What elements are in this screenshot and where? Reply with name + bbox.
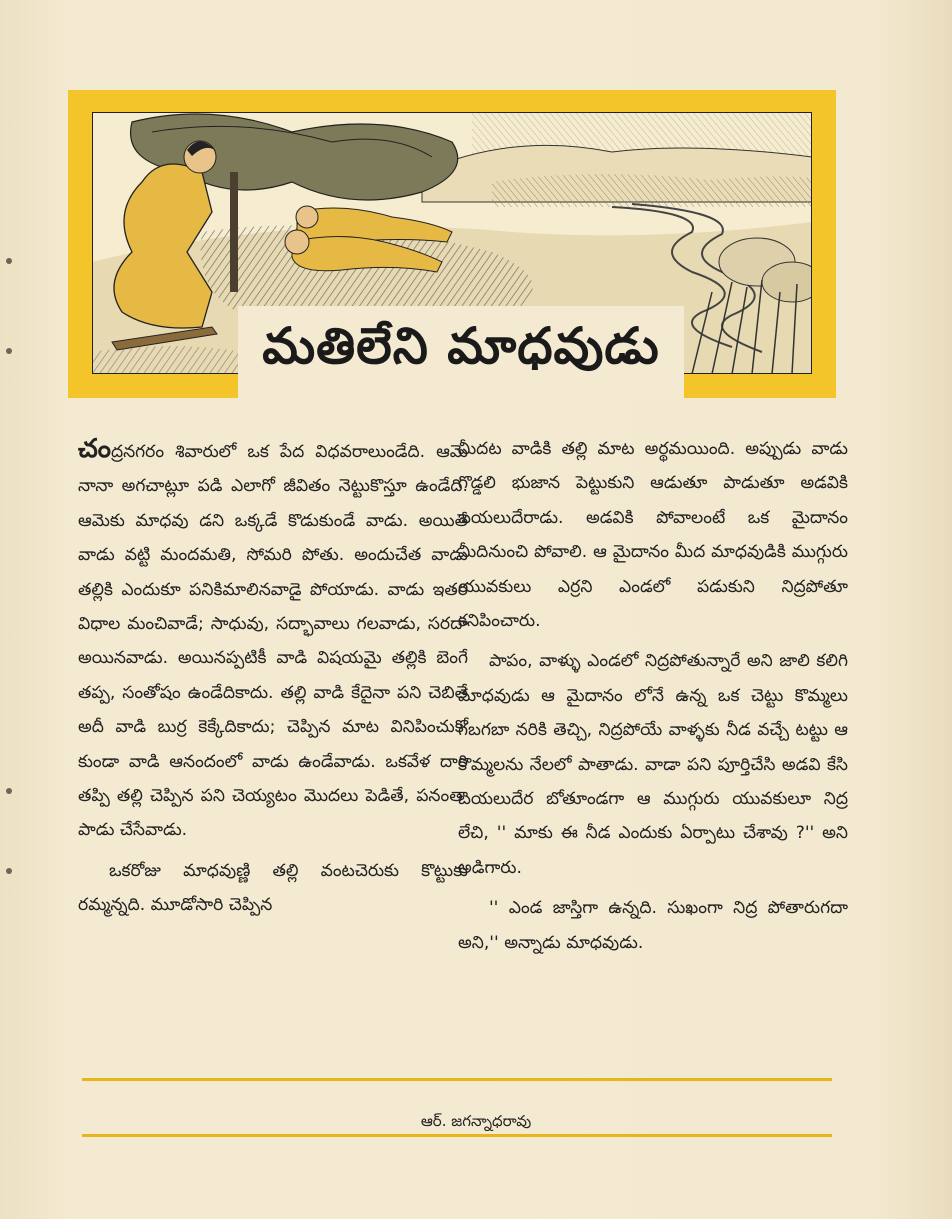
story-title: మతిలేని మాధవుడు	[262, 316, 660, 375]
paragraph	[78, 432, 468, 848]
bottom-divider	[82, 1134, 832, 1137]
punch-hole	[6, 258, 12, 264]
paragraph-text: ద్రనగరం శివారులో ఒక పేద విధవరాలుండేది. ఆమె నానా అగచాట్లూ పడి ఎలాగో జీవితం నెట్టుకొస్తూ ఉండేది. ఆమెకు మాధవు డని ఒక్కడే కొడుకుండే వాడు. అయితే వాడు వట్టి మందమతి, సోమరి పోతు. అందుచేత వాడు తల్లికి ఎందుకూ పనికిమాలినవాడై పోయాడు. వాడు ఇతర విధాల మంచివాడే; సాధువు, సద్భావాలు గలవాడు, సరదా అయినవాడు. అయినప్పటికీ వాడి విషయమై తల్లికి బెంగే తప్ప, సంతోషం ఉండేదికాదు. తల్లి వాడి కేదైనా పని చెబితే అదీ వాడి బుర్ర కెక్కేదికాదు; చెప్పిన మాట వినిపించుకో కుండా వాడి ఆనందంలో వాడు ఉండేవాడు. ఒకవేళ దారి తప్పి తల్లి చెప్పిన పని చెయ్యటం మొదలు పెడితే, పనంతా పాడు చేసేవాడు.	[78, 442, 468, 841]
paragraph: '' ఎండ జాస్తిగా ఉన్నది. సుఖంగా నిద్ర పోతారుగదా అని,'' అన్నాడు మాధవుడు.	[458, 898, 848, 953]
left-column	[78, 432, 468, 923]
paragraph: పాపం, వాళ్ళు ఎండలో నిద్రపోతున్నారే అని జాలి కలిగి మాధవుడు ఆ మైదానం లోనే ఉన్న ఒక చెట్టు కొమ్మలు గబగబా నరికి తెచ్చి, నిద్రపోయే వాళ్ళకు నీడ వచ్చే టట్టు ఆ కొమ్మలను నేలలో పాతాడు. వాడా పని పూర్తిచేసి అడవి కేసి బయలుదేర బోతూండగా ఆ ముగ్గురు యువకులూ నిద్ర లేచి, '' మాకు ఈ నీడ ఎందుకు ఏర్పాటు చేశావు ?'' అని అడిగారు.	[458, 651, 848, 878]
top-divider	[82, 1078, 832, 1081]
paragraph: ఒకరోజు మాధవుణ్ణి తల్లి వంటచెరుకు కొట్టుకు రమ్మన్నది. మూడోసారి చెప్పిన	[78, 860, 468, 916]
punch-hole	[6, 348, 12, 354]
punch-hole	[6, 868, 12, 874]
author-credit: ఆర్. జగన్నాధరావు	[420, 1112, 532, 1130]
right-column	[458, 432, 848, 960]
punch-hole	[6, 788, 12, 794]
title-box	[238, 306, 684, 398]
paragraph: మీదట వాడికి తల్లి మాట అర్థమయింది. అప్పుడు వాడు గొడ్డలి భుజాన పెట్టుకుని ఆడుతూ పాడుతూ అడవికి బయలుదేరాడు. అడవికి పోవాలంటే ఒక మైదానం మీదినుంచి పోవాలి. ఆ మైదానం మీద మాధవుడికి ముగ్గురు యువకులు ఎర్రని ఎండలో పడుకుని నిద్రపోతూ కనిపించారు.	[458, 439, 848, 632]
drop-cap: చం	[78, 434, 111, 464]
